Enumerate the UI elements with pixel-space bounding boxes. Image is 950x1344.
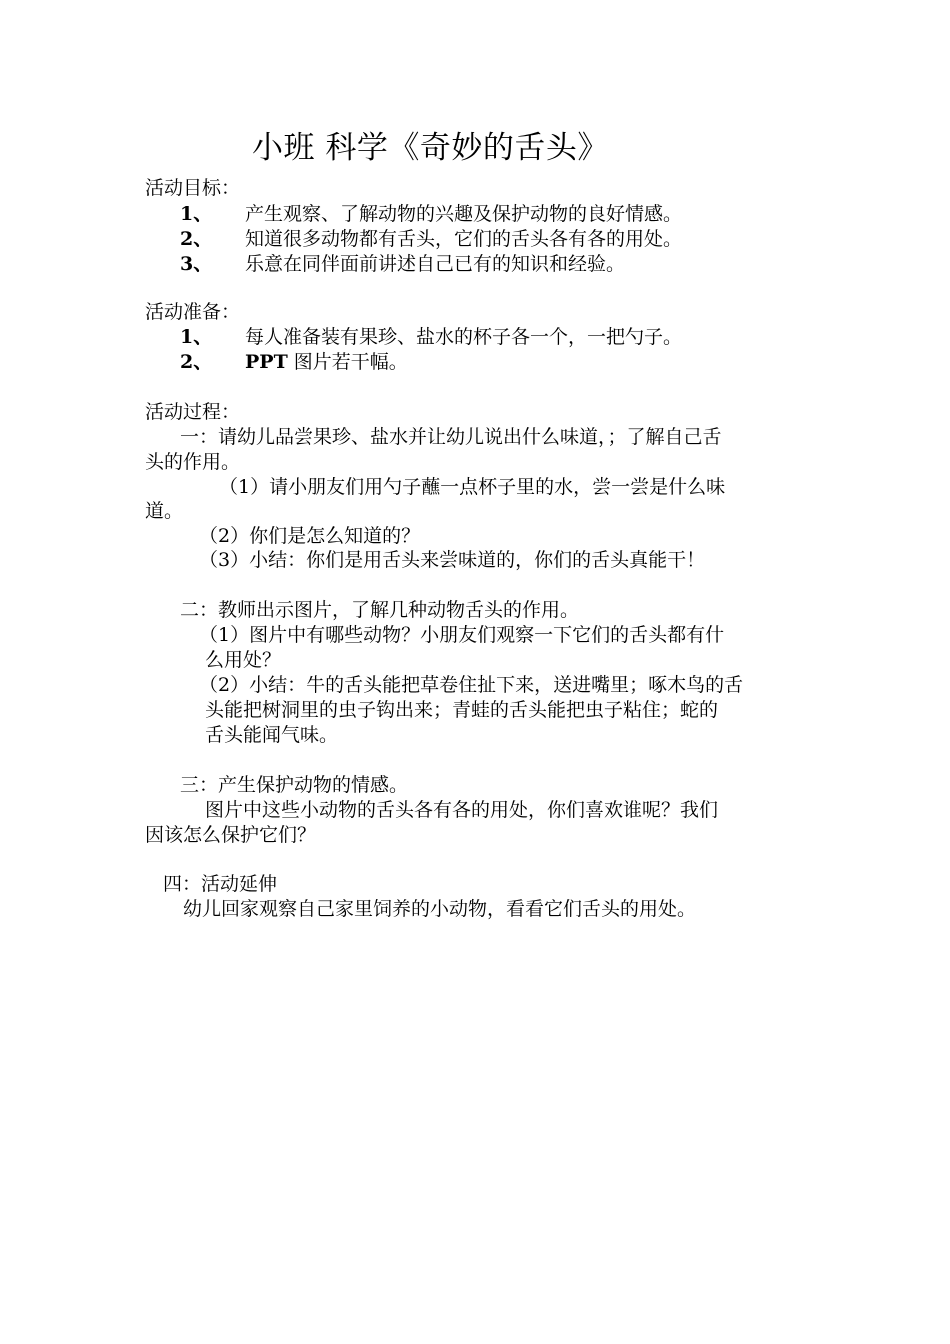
prep-1-number: 1、 [180, 326, 213, 348]
goal-3-number: 3、 [180, 253, 213, 275]
prep-2-text: 图片若干幅。 [287, 351, 408, 373]
part2-line1: 二：教师出示图片，了解几种动物舌头的作用。 [180, 599, 580, 621]
goal-1-text: 产生观察、了解动物的兴趣及保护动物的良好情感。 [245, 203, 683, 225]
prep-2-ppt: PPT [245, 351, 288, 373]
prep-heading: 活动准备： [145, 301, 241, 323]
goal-2-text: 知道很多动物都有舌头，它们的舌头各有各的用处。 [245, 228, 683, 250]
part2-q2-line1: （2）小结：牛的舌头能把草卷住扯下来，送进嘴里；啄木鸟的舌 [199, 674, 744, 696]
part1-line1: 一：请幼儿品尝果珍、盐水并让幼儿说出什么味道，；了解自己舌 [180, 426, 722, 448]
goals-heading: 活动目标： [145, 177, 241, 199]
part3-body-line2: 因该怎么保护它们？ [145, 824, 317, 846]
part3-line1: 三：产生保护动物的情感。 [180, 774, 409, 796]
prep-1-text: 每人准备装有果珍、盐水的杯子各一个，一把勺子。 [245, 326, 683, 348]
part1-step3: （3）小结：你们是用舌头来尝味道的，你们的舌头真能干！ [199, 549, 706, 571]
part4-line1: 四：活动延伸 [163, 873, 278, 895]
page-title: 小班 科学《奇妙的舌头》 [252, 130, 609, 166]
part2-q2-line3: 舌头能闻气味。 [205, 724, 339, 746]
process-heading: 活动过程： [145, 401, 241, 423]
part2-q1-line1: （1）图片中有哪些动物？小朋友们观察一下它们的舌头都有什 [199, 624, 725, 646]
part1-step1-line2: 道。 [145, 500, 184, 522]
goal-1-number: 1、 [180, 203, 213, 225]
part1-step2: （2）你们是怎么知道的？ [199, 525, 421, 547]
prep-2-number: 2、 [180, 351, 213, 373]
goal-3-text: 乐意在同伴面前讲述自己已有的知识和经验。 [245, 253, 626, 275]
goal-2-number: 2、 [180, 228, 213, 250]
part2-q2-line2: 头能把树洞里的虫子钩出来；青蛙的舌头能把虫子粘住；蛇的 [205, 699, 719, 721]
part4-body-line1: 幼儿回家观察自己家里饲养的小动物，看看它们舌头的用处。 [183, 898, 697, 920]
part3-body-line1: 图片中这些小动物的舌头各有各的用处，你们喜欢谁呢？我们 [205, 799, 719, 821]
part1-line2: 头的作用。 [145, 451, 241, 473]
prep-2-line [245, 350, 408, 374]
part1-step1-line1: （1）请小朋友们用勺子蘸一点杯子里的水，尝一尝是什么味 [219, 476, 726, 498]
part2-q1-line2: 么用处？ [205, 649, 282, 671]
